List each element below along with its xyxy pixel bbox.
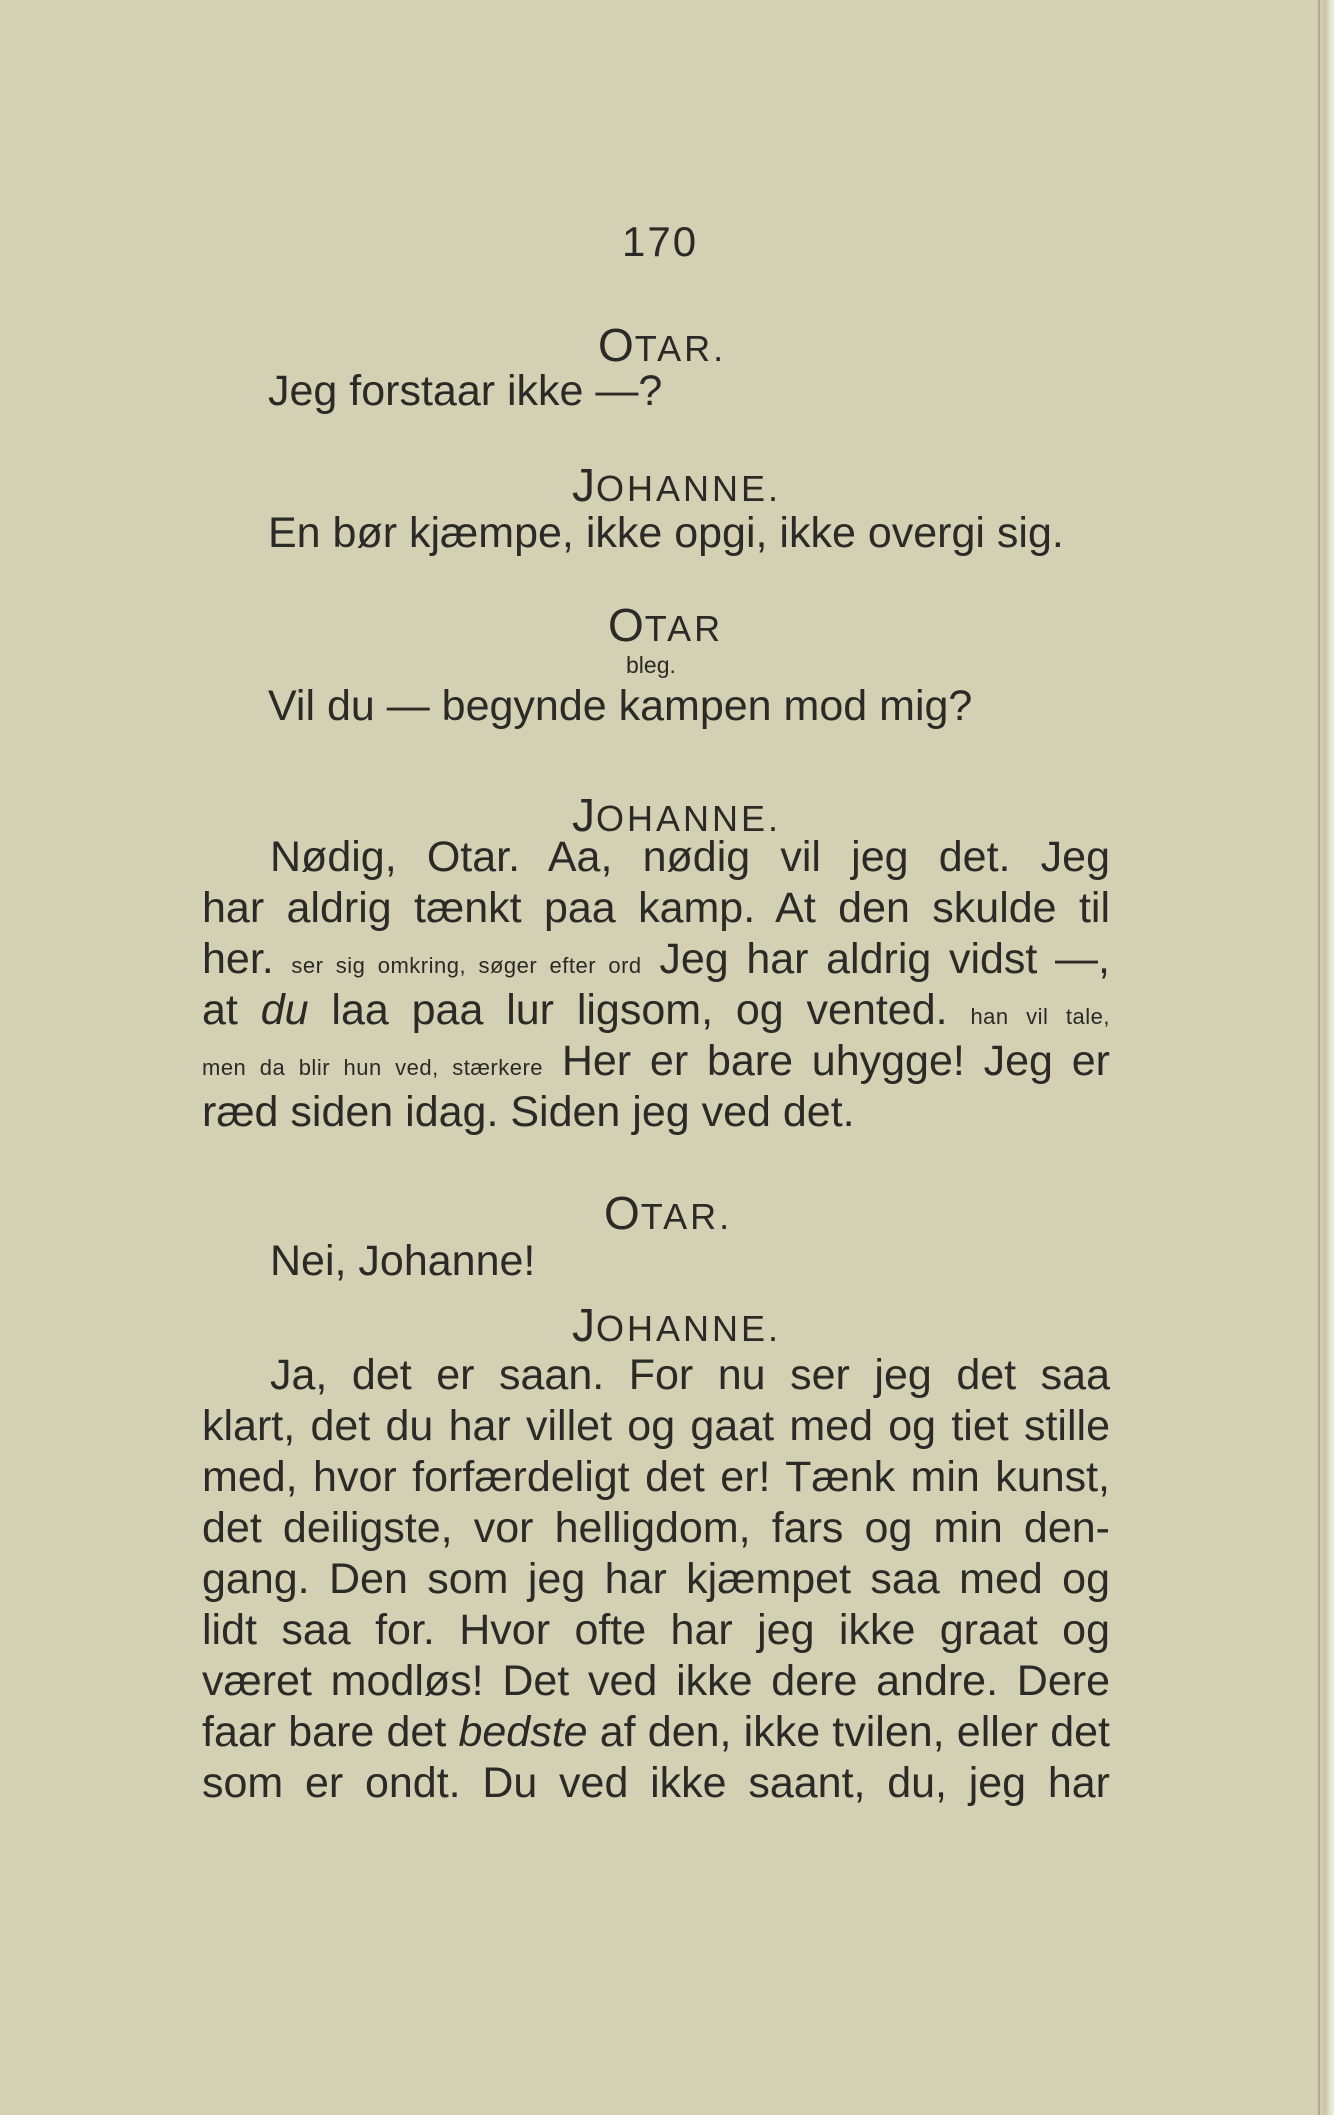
dialogue-line: som er ondt. Du ved ikke saant, du, jeg har [202,1759,1110,1807]
dialogue-line: har aldrig tænkt paa kamp. At den skulde til [202,884,1110,932]
speaker-johanne: JOHANNE. [572,789,782,841]
speaker-johanne: JOHANNE. [572,459,782,511]
dialogue-line: faar bare det bedste af den, ikke tvilen, eller det [202,1708,1111,1756]
page-number: 170 [622,218,699,265]
dialogue-line: Nei, Johanne! [270,1237,536,1285]
dialogue-line: gang. Den som jeg har kjæmpet saa med og [202,1555,1110,1603]
dialogue-line: været modløs! Det ved ikke dere andre. Dere [202,1657,1110,1705]
dialogue-line: men da blir hun ved, stærkere Her er bare uhygge! Jeg er [202,1037,1110,1085]
speaker-otar: OTAR [608,599,724,651]
dialogue-line: lidt saa for. Hvor ofte har jeg ikke graat og [202,1606,1110,1654]
stage-direction: han vil tale, [970,1004,1111,1029]
dialogue-line: Jeg forstaar ikke —? [268,367,663,415]
dialogue-line: Vil du — begynde kampen mod mig? [268,682,973,730]
speaker-otar: OTAR. [598,319,727,371]
stage-direction: bleg. [626,652,676,678]
page-fold-line [1318,0,1320,2115]
dialogue-line: klart, det du har villet og gaat med og tiet stille [202,1402,1110,1450]
emphasis: du [260,986,309,1034]
dialogue-line: her. ser sig omkring, søger efter ord Jeg har aldrig vidst —, [202,935,1110,983]
page-edge [1320,0,1334,2115]
stage-direction: ser sig omkring, søger efter ord [291,953,642,978]
dialogue-line: En bør kjæmpe, ikke opgi, ikke overgi sig. [268,509,1064,557]
dialogue-line: ræd siden idag. Siden jeg ved det. [202,1088,855,1136]
emphasis: bedste [458,1708,588,1756]
stage-direction: men da blir hun ved, stærkere [202,1055,544,1080]
dialogue-line: Nødig, Otar. Aa, nødig vil jeg det. Jeg [270,833,1110,881]
speaker-johanne: JOHANNE. [572,1299,782,1351]
speaker-otar: OTAR. [604,1187,733,1239]
dialogue-line: det deiligste, vor helligdom, fars og min den- [202,1504,1110,1552]
dialogue-line: Ja, det er saan. For nu ser jeg det saa [270,1351,1110,1399]
dialogue-line: med, hvor forfærdeligt det er! Tænk min kunst, [202,1453,1110,1501]
dialogue-line: at du laa paa lur ligsom, og vented. han vil tale, [202,986,1111,1034]
